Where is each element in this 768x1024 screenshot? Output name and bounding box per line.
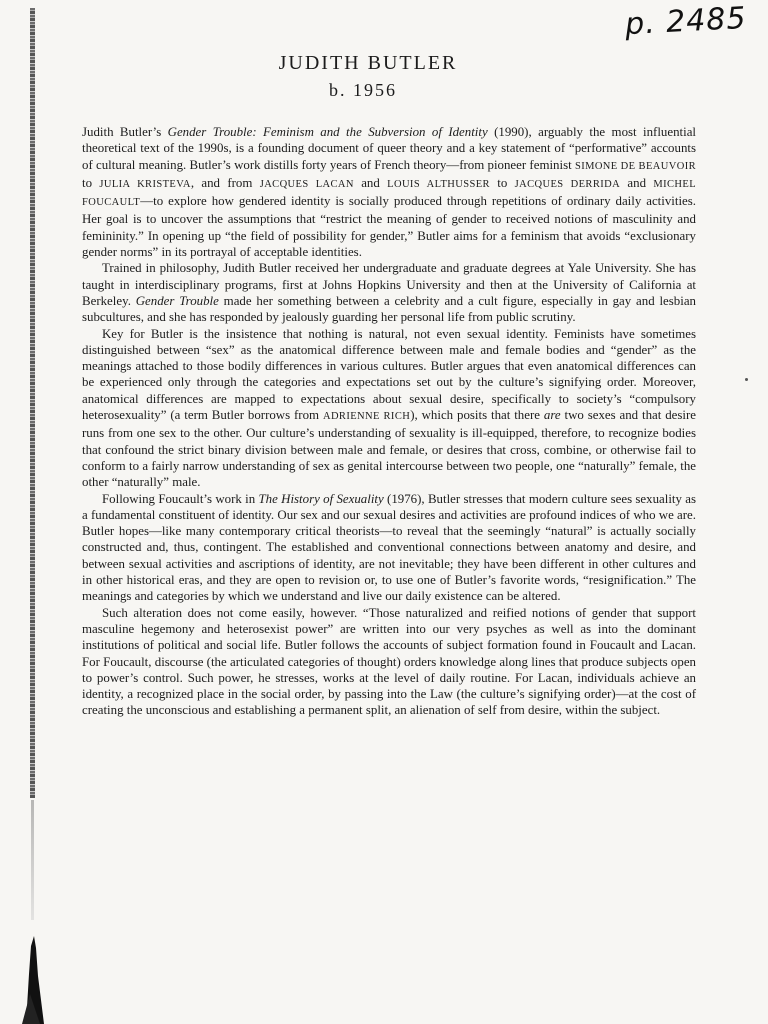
cross-reference-name: SIMONE DE BEAUVOIR <box>574 160 696 172</box>
italic-title-text: The History of Sexuality <box>258 491 384 506</box>
cross-reference-name: LOUIS ALTHUSSER <box>387 178 490 190</box>
text-run: Key for Butler is the insistence that nothing is natural, not even sexual identity. Feminists have sometimes distinguished between “sex” as the anatomical difference between male and female bodies and “gender” as the meanings attached to those bodily differences in various cultures. Butler argues that even anatomical differences can be experienced only through the categories and expectations set out by the culture’s signifying order. Moreover, anatomical differences are mapped to expectations about sexual desire, specifically to society’s “compulsory heterosexuality” (a term Butler borrows from <box>82 326 696 423</box>
scan-speck <box>745 378 748 381</box>
italic-title-text: are <box>543 408 561 423</box>
text-run: ), which posits that there <box>410 408 544 423</box>
italic-title-text: Gender Trouble <box>135 293 219 308</box>
text-run: (1990), arguably the most influential theoretical text of the 1990s, is a founding document of queer theory and a key statement of “performative” accounts of cultural meaning. Butler’s work distills forty years of French theory—from pioneer feminist <box>82 125 696 172</box>
text-run: and <box>620 175 654 190</box>
text-run: two sexes and that desire runs from one sex to the other. Our culture’s understanding of sexuality is ill-equipped, therefore, to recognize bodies that confound the strict binary division between male and female, or desires that cross, combine, or otherwise fail to conform to a fairly narrow understanding of sex as genital intercourse between two people, one “naturally” female, the other “naturally” male. <box>82 408 697 490</box>
text-run: —to explore how gendered identity is socially produced through repetitions of ordinary daily activities. Her goal is to uncover the assumptions that “restrict the meaning of gender to received notions of masculinity and femininity.” In opening up “the field of possibility for gender,” Butler aims for a feminism that avoids “exclusionary gender norms” in its portrayal of acceptable identities. <box>82 194 696 260</box>
text-run: (1976), Butler stresses that modern culture sees sexuality as a fundamental constituent of identity. Our sex and our sexual desires and activities are profound indices of who we are. Butler hopes—like many contemporary critical theorists—to reveal that the seemingly “natural” is actually socially constructed and, thus, contingent. The established and conventional connections between anatomy and desire, and between sexual activities and ascriptions of identity, are not inevitable; they have been different in other cultures and in other historical eras, and they are open to revision or, to use one of Butler’s favorite words, “resignification.” The meanings and categories by which we understand and live our daily existence can be altered. <box>82 491 697 604</box>
cross-reference-name: JULIA KRISTEVA <box>99 178 191 190</box>
scan-corner-shadow <box>0 934 60 1024</box>
text-run: Judith Butler’s <box>82 125 168 139</box>
author-name-heading: JUDITH BUTLER <box>278 52 458 74</box>
cross-reference-name: ADRIENNE RICH <box>322 411 411 423</box>
cross-reference-name: JACQUES LACAN <box>259 178 354 190</box>
text-run: and <box>353 175 388 190</box>
text-run: Trained in philosophy, Judith Butler received her undergraduate and graduate degrees at Yale University. She has taught in interdisciplinary programs, first at Johns Hopkins University and then at the University of California at Berkeley. <box>82 261 696 308</box>
paragraph <box>82 605 696 719</box>
text-run: to <box>82 175 100 190</box>
handwritten-page-number: p. 2485 <box>623 0 747 43</box>
scan-binding-edge <box>30 8 35 798</box>
text-run: made her something between a celebrity and a cult figure, especially in gay and lesbian subcultures, and she has responded by jealously guarding her personal life from public scrutiny. <box>82 293 696 325</box>
text-run: to <box>489 175 515 190</box>
cross-reference-name: MICHEL FOUCAULT <box>82 178 697 209</box>
paragraph <box>82 260 696 325</box>
text-run: Such alteration does not come easily, however. “Those naturalized and reified notions of gender that support masculine hegemony and heterosexist power” are written into our very psyches as well as into the dominant institutions of political and social life. Butler follows the accounts of subject formation found in Foucault and Lacan. For Foucault, discourse (the articulated categories of thought) orders knowledge along lines that produce subjects open to power’s control. Such power, he stresses, works at the level of daily routine. For Lacan, individuals achieve an identity, a recognized place in the social order, by passing into the Law (the culture’s signifying order)—at the cost of creating the unconscious and establishing a permanent split, an alienation of self from desire, within the subject. <box>82 605 696 718</box>
italic-title-text: Gender Trouble: Feminism and the Subversion of Identity <box>167 125 488 139</box>
text-run: Following Foucault’s work in <box>102 491 259 506</box>
paragraph <box>82 124 696 260</box>
scan-binding-edge-lower <box>31 800 34 920</box>
cross-reference-name: JACQUES DERRIDA <box>514 178 621 190</box>
paragraph <box>82 491 696 605</box>
text-run: , and from <box>190 175 260 190</box>
paragraph <box>82 326 696 491</box>
author-birth-year: b. 1956 <box>329 80 397 100</box>
introduction-body <box>82 124 696 719</box>
